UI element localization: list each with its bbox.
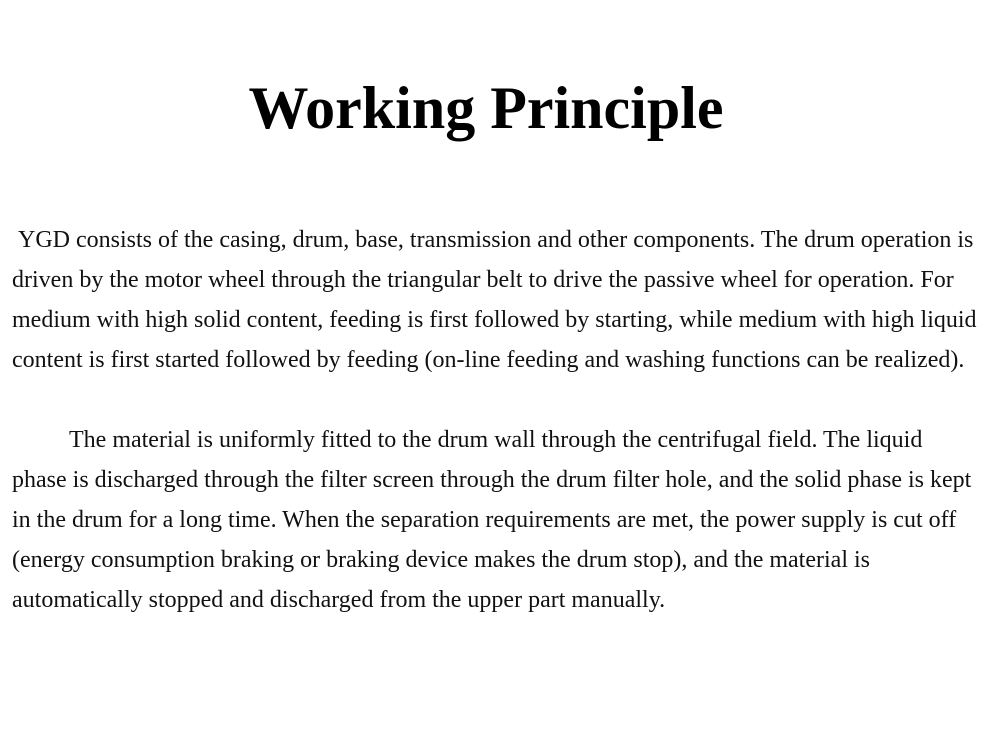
paragraph-operation-text: The material is uniformly fitted to the drum wall through the centrifugal field. The liquid phase is discharged through the filter screen through the drum filter hole, and the solid phase is kept in the drum for a long time. When the separation requirements are met, the power supply is cut off (energy consumption braking or braking device makes the drum stop), and the material is automatically stopped and discharged from the upper part manually.	[12, 427, 978, 613]
paragraph-structure: YGD consists of the casing, drum, base, transmission and other components. The drum operation is driven by the motor wheel through the triangular belt to drive the passive wheel for operation. For medium with high solid content, feeding is first followed by starting, while medium with high liquid content is first started followed by feeding (on-line feeding and washing functions can be realized).	[12, 227, 983, 373]
document-body	[12, 220, 983, 620]
paragraph-operation	[12, 420, 980, 620]
page-title: Working Principle	[248, 75, 724, 141]
paragraph-spacer	[12, 380, 980, 420]
